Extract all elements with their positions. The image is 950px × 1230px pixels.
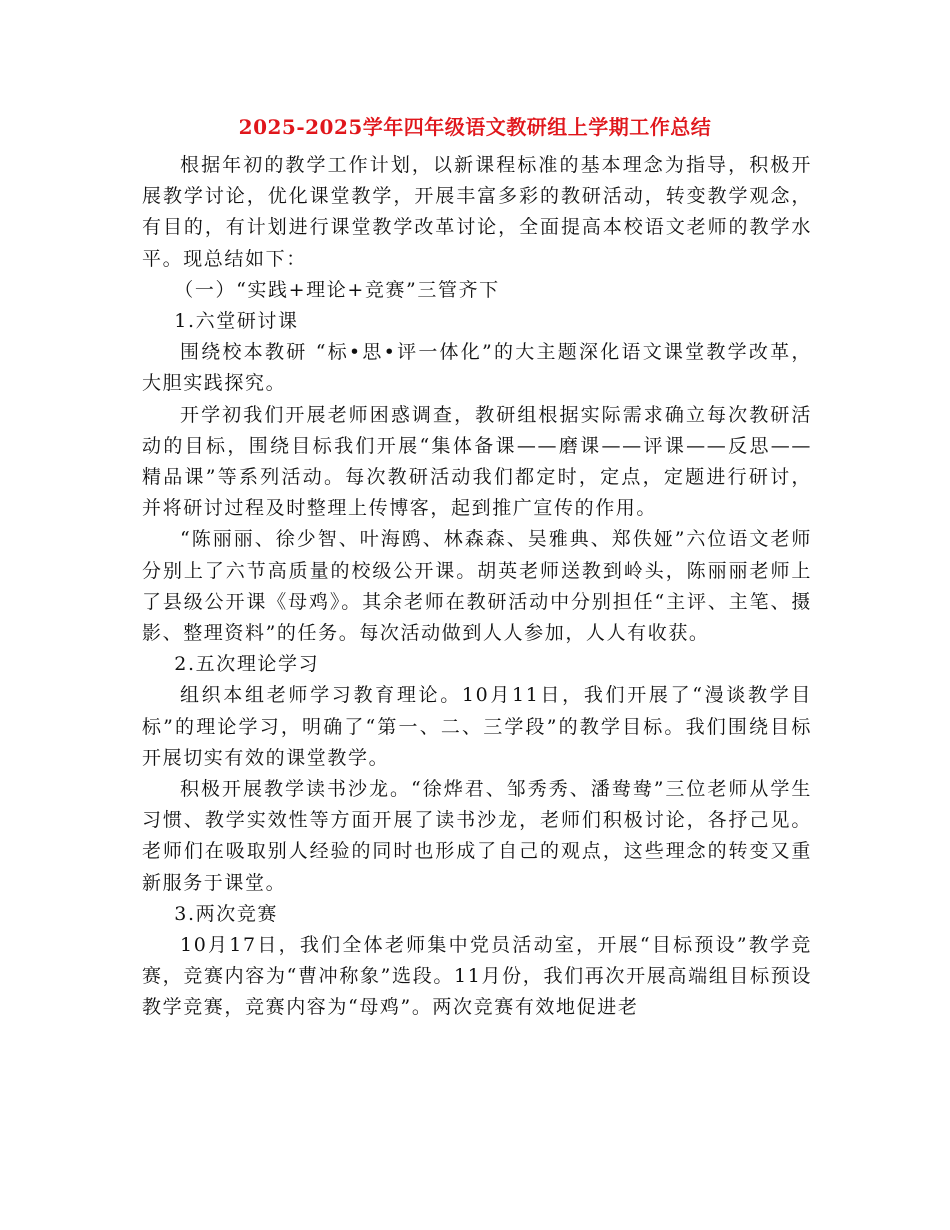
body-paragraph: 组织本组老师学习教育理论。10月11日，我们开展了“漫谈教学目标”的理论学习，明确了“第一、二、三学段”的教学目标。我们围绕目标开展切实有效的课堂教学。 — [142, 684, 812, 769]
subsection-heading: 1.六堂研讨课 — [174, 310, 299, 333]
document-body — [142, 150, 812, 1024]
body-paragraph: 围绕校本教研 “标•思•评一体化”的大主题深化语文课堂教学改革，大胆实践探究。 — [142, 341, 812, 395]
body-paragraph: 开学初我们开展老师困惑调查，教研组根据实际需求确立每次教研活动的目标，围绕目标我们开展“集体备课——磨课——评课——反思——精品课”等系列活动。每次教研活动我们都定时，定点，定题进行研讨，并将研讨过程及时整理上传博客，起到推广宣传的作用。 — [142, 403, 812, 520]
intro-paragraph: 根据年初的教学工作计划，以新课程标准的基本理念为指导，积极开展教学讨论，优化课堂教学，开展丰富多彩的教研活动，转变教学观念，有目的，有计划进行课堂教学改革讨论，全面提高本校语文老师的教学水平。现总结如下： — [142, 154, 812, 270]
body-paragraph: 积极开展教学读书沙龙。“徐烨君、邹秀秀、潘鸯鸯”三位老师从学生习惯、教学实效性等方面开展了读书沙龙，老师们积极讨论，各抒己见。老师们在吸取别人经验的同时也形成了自己的观点，这些理念的转变又重新服务于课堂。 — [142, 778, 812, 894]
body-paragraph: “陈丽丽、徐少智、叶海鸥、林森森、吴雅典、郑佚娅”六位语文老师分别上了六节高质量的校级公开课。胡英老师送教到岭头，陈丽丽老师上了县级公开课《母鸡》。其余老师在教研活动中分别担任“主评、主笔、摄影、整理资料”的任务。每次活动做到人人参加，人人有收获。 — [142, 528, 812, 645]
section-heading: （一）“实践+理论+竞赛”三管齐下 — [174, 278, 500, 301]
body-paragraph: 10月17日，我们全体老师集中党员活动室，开展“目标预设”教学竞赛，竞赛内容为“曹冲称象”选段。11月份，我们再次开展高端组目标预设教学竞赛，竞赛内容为“母鸡”。两次竞赛有效地促进老 — [142, 934, 812, 1019]
subsection-heading: 2.五次理论学习 — [174, 653, 320, 676]
document-title: 2025-2025学年四年级语文教研组上学期工作总结 — [238, 115, 712, 139]
subsection-heading: 3.两次竞赛 — [174, 902, 279, 925]
